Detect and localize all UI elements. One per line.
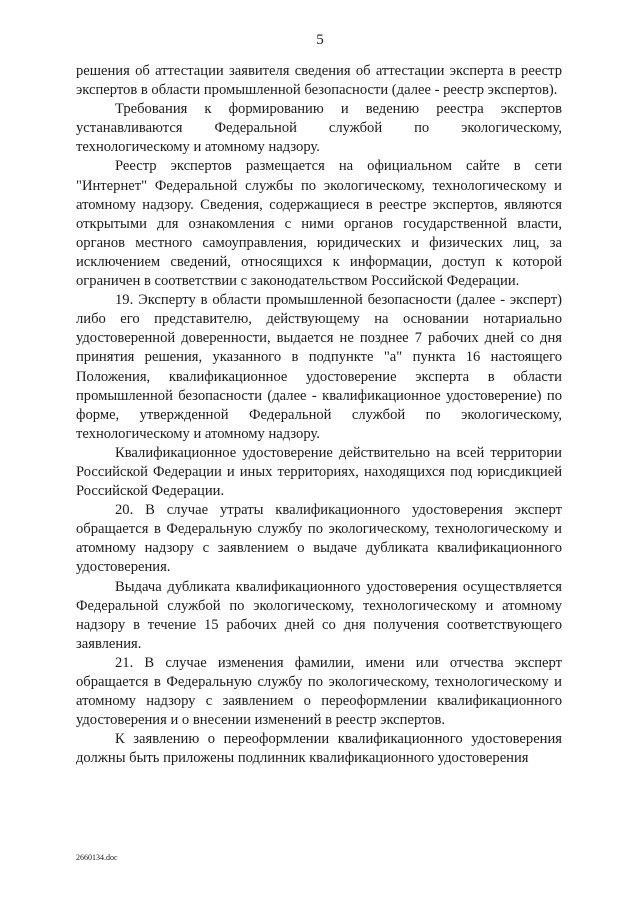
paragraph-registry-requirements: Требования к формированию и ведению реестра экспертов устанавливаются Федеральной службой по экологическому, технологическому и атомному надзору.	[76, 101, 562, 156]
paragraph-certificate-validity: Квалификационное удостоверение действительно на всей территории Российской Федерации и иных территориях, находящихся под юрисдикцией Российской Федерации.	[76, 444, 562, 500]
paragraph-continuation: решения об аттестации заявителя сведения об аттестации эксперта в реестр экспертов в области промышленной безопасности (далее - реестр экспертов).	[76, 63, 562, 99]
document-body	[76, 62, 562, 768]
paragraph-duplicate-issuance: Выдача дубликата квалификационного удостоверения осуществляется Федеральной службой по экологическому, технологическому и атомному надзору в течение 15 рабочих дней со дня получения соответствующего заявления.	[76, 578, 562, 652]
paragraph-item-19: 19. Эксперту в области промышленной безопасности (далее - эксперт) либо его представителю, действующему на основании нотариально удостоверенной доверенности, выдается не позднее 7 рабочих дней со дня принятия решения, указанного в подпункте "а" пункта 16 настоящего Положения, квалификационное удостоверение эксперта в области промышленной безопасности (далее - квалификационное удостоверение) по форме, утвержденной Федеральной службой по экологическому, технологическому и атомному надзору.	[76, 292, 562, 442]
paragraph-reissue-attachments: К заявлению о переоформлении квалификационного удостоверения должны быть приложены подлинник квалификационного удостоверения	[76, 731, 562, 767]
paragraph-item-21: 21. В случае изменения фамилии, имени или отчества эксперт обращается в Федеральную службу по экологическому, технологическому и атомному надзору с заявлением о переоформлении квалификационного удостоверения и о внесении изменений в реестр экспертов.	[76, 654, 562, 729]
footer-file-name: 2660134.doc	[76, 853, 118, 862]
paragraph-item-20: 20. В случае утраты квалификационного удостоверения эксперт обращается в Федеральную службу по экологическому, технологическому и атомному надзору с заявлением о выдаче дубликата квалификационного удостоверения.	[76, 502, 562, 576]
page-number: 5	[316, 32, 324, 48]
paragraph-registry-publication: Реестр экспертов размещается на официальном сайте в сети "Интернет" Федеральной службы по экологическому, технологическому и атомному надзору. Сведения, содержащиеся в реестре экспертов, являются открытыми для ознакомления с ними органов государственной власти, органов местного самоуправления, юридических и физических лиц, за исключением сведений, относящихся к информации, доступ к которой ограничен в соответствии с законодательством Российской Федерации.	[76, 158, 562, 290]
